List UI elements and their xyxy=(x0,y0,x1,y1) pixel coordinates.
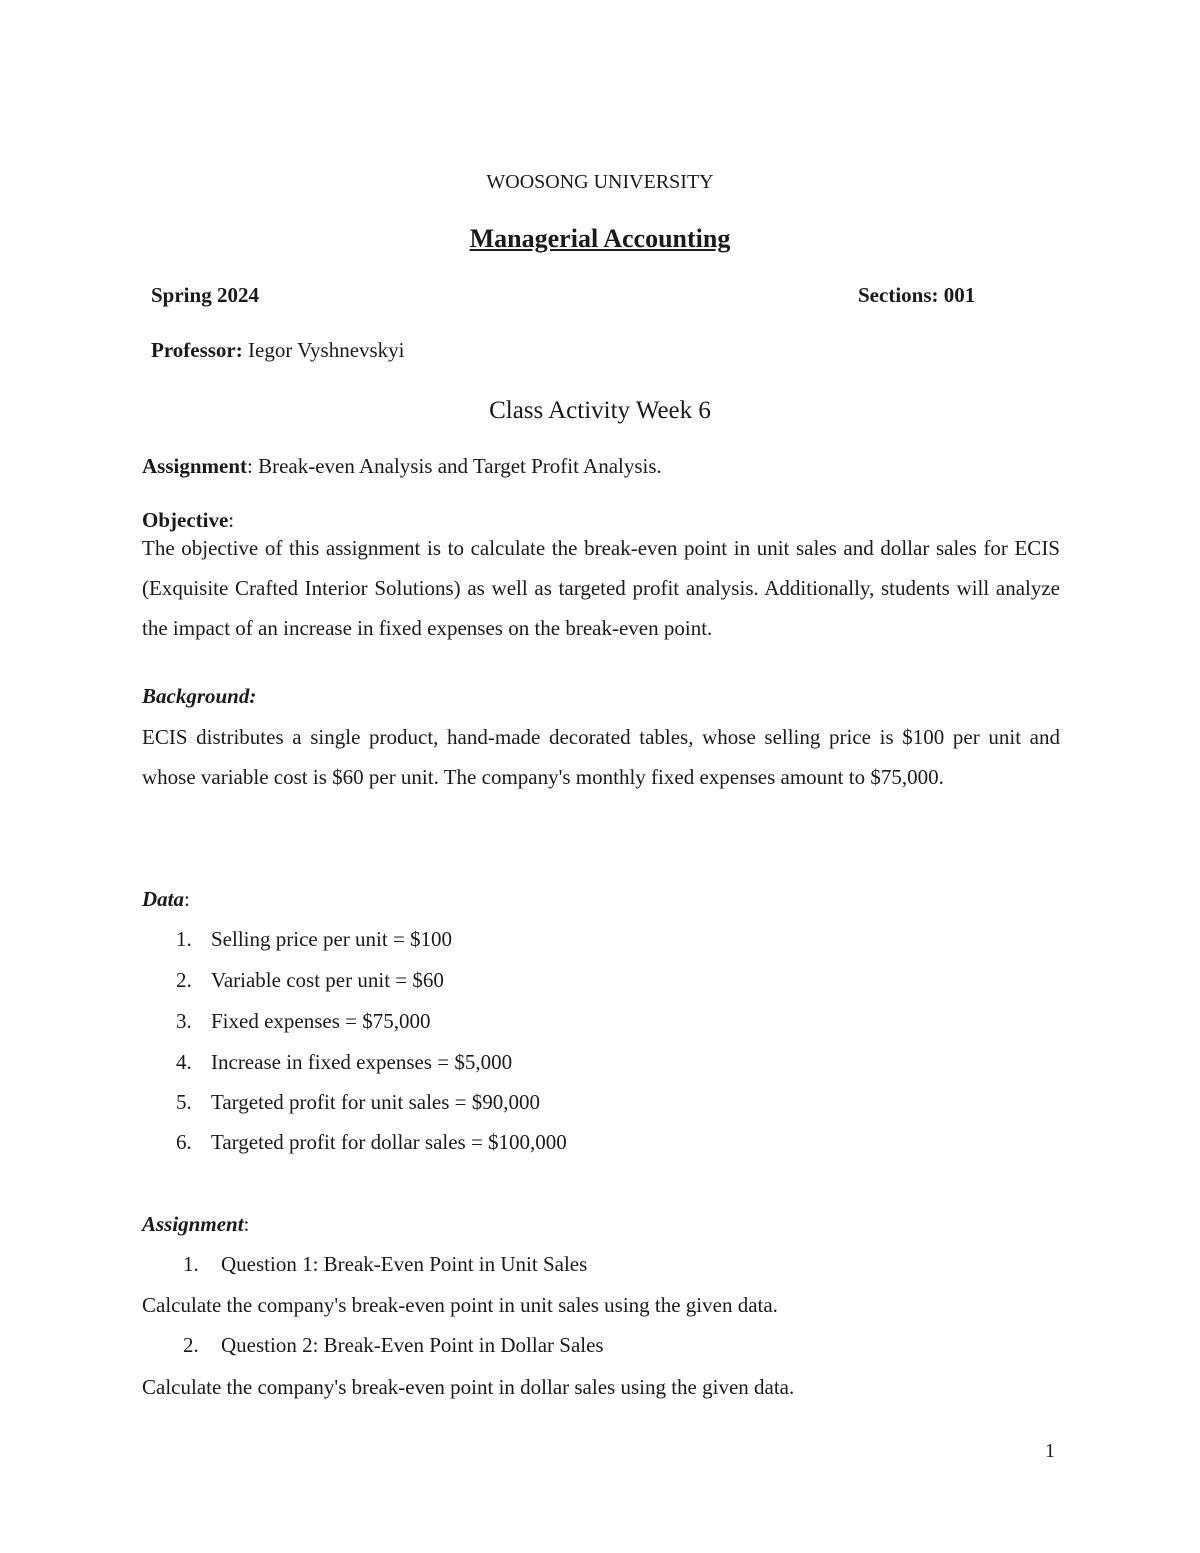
assignment-intro-text: : Break-even Analysis and Target Profit Analysis. xyxy=(247,454,662,478)
data-colon: : xyxy=(184,887,190,911)
data-item-text: Increase in fixed expenses = $5,000 xyxy=(211,1050,513,1074)
term: Spring 2024 xyxy=(151,283,259,307)
professor-name: Iegor Vyshnevskyi xyxy=(248,338,405,362)
sections: Sections: 001 xyxy=(858,283,976,307)
assignment-intro-label: Assignment xyxy=(142,454,248,478)
background-heading: Background: xyxy=(142,684,257,708)
page-number: 1 xyxy=(1045,1440,1055,1462)
data-heading xyxy=(142,889,190,910)
data-item-text: Fixed expenses = $75,000 xyxy=(211,1009,431,1033)
assignment-intro xyxy=(142,456,662,477)
data-label: Data xyxy=(142,887,184,911)
professor-label: Professor: xyxy=(151,338,243,362)
data-item-text: Targeted profit for dollar sales = $100,000 xyxy=(211,1130,567,1154)
question-number: 2. xyxy=(183,1333,199,1357)
question-number: 1. xyxy=(183,1252,199,1276)
data-item-number: 4. xyxy=(176,1050,192,1074)
question-instruction: Calculate the company's break-even point in unit sales using the given data. xyxy=(142,1293,778,1317)
question-title: Question 2: Break-Even Point in Dollar Sales xyxy=(221,1333,604,1357)
data-item-text: Selling price per unit = $100 xyxy=(211,927,453,951)
assignment-heading xyxy=(142,1214,249,1235)
data-item-number: 2. xyxy=(176,968,192,992)
assignment-colon: : xyxy=(243,1212,250,1236)
data-item-number: 6. xyxy=(176,1130,192,1154)
objective-paragraph: The objective of this assignment is to calculate the break-even point in unit sales and dollar sales for ECIS (Exquisite Crafted Interior Solutions) as well as targeted profit analysis. Additionally, students will analyze the impact of an increase in fixed expenses on the break-even point. xyxy=(142,536,1060,640)
data-item-number: 3. xyxy=(176,1009,192,1033)
question-title: Question 1: Break-Even Point in Unit Sales xyxy=(221,1252,588,1276)
data-item-text: Targeted profit for unit sales = $90,000 xyxy=(211,1090,540,1114)
data-item-number: 5. xyxy=(176,1090,192,1114)
professor-line xyxy=(151,340,405,361)
objective-label: Objective xyxy=(142,508,229,532)
university-name: WOOSONG UNIVERSITY xyxy=(486,171,714,193)
data-item-number: 1. xyxy=(176,927,192,951)
objective-colon: : xyxy=(228,508,235,532)
question-instruction: Calculate the company's break-even point in dollar sales using the given data. xyxy=(142,1375,795,1399)
data-item-text: Variable cost per unit = $60 xyxy=(211,968,444,992)
assignment-label: Assignment xyxy=(142,1212,244,1236)
activity-title: Class Activity Week 6 xyxy=(489,397,711,424)
background-paragraph: ECIS distributes a single product, hand-made decorated tables, whose selling price is $100 per unit and whose variable cost is $60 per unit. The company's monthly fixed expenses amount to $75,000. xyxy=(142,725,1060,789)
course-title: Managerial Accounting xyxy=(469,224,731,253)
